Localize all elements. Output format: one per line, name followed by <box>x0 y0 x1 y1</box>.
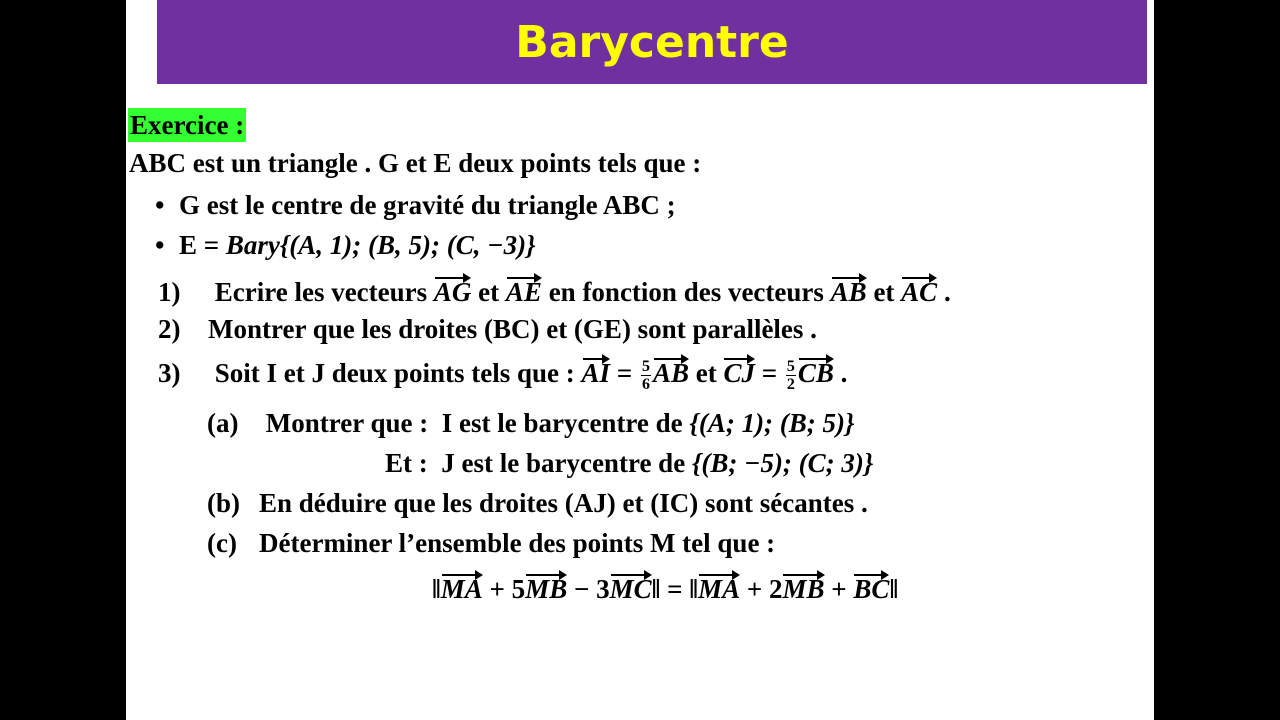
question-text: Montrer que les droites (BC) et (GE) sont parallèles . <box>208 314 817 344</box>
equals-sign: = <box>660 574 690 604</box>
fraction-denominator: 2 <box>786 376 795 394</box>
period: . <box>943 277 951 307</box>
equals-sign: = <box>616 358 633 388</box>
barycentre-set: {(A; 1); (B; 5)} <box>689 408 855 438</box>
fraction <box>786 358 796 394</box>
equals-sign: = <box>761 358 778 388</box>
period: . <box>840 358 848 388</box>
vector: BC <box>853 574 890 604</box>
vector: CB <box>797 358 834 388</box>
sub-question-text: I est le barycentre de <box>441 408 683 438</box>
vector: AI <box>581 358 611 388</box>
fraction-numerator: 5 <box>641 357 650 375</box>
bullet-item <box>155 232 536 259</box>
vector: AC <box>901 277 938 307</box>
question-text: Ecrire les vecteurs <box>214 277 428 307</box>
bullet-dot: • <box>155 230 165 260</box>
question-number: 3) <box>158 358 181 388</box>
barycentre-set: {(B; −5); (C; 3)} <box>691 448 874 478</box>
vector: AE <box>505 277 542 307</box>
question-1 <box>158 276 951 306</box>
sub-question-prefix: Montrer que : <box>265 408 429 438</box>
question-3 <box>158 357 847 394</box>
title-banner <box>157 0 1147 84</box>
conjunction: et <box>478 277 500 307</box>
norm-bar: ‖ <box>889 574 899 604</box>
sub-question-a <box>207 410 854 437</box>
vector: AB <box>830 277 867 307</box>
bullet-prefix: E = <box>179 230 226 260</box>
bullet-item <box>155 192 676 219</box>
vector: MC <box>609 574 652 604</box>
sub-question-prefix: Et : <box>385 448 428 478</box>
operator: + <box>824 574 854 604</box>
norm-bar: ‖ <box>432 574 441 604</box>
sub-question-label: (b) <box>207 488 240 518</box>
exercise-label-text: Exercice : <box>130 110 245 140</box>
vector: AG <box>433 277 472 307</box>
norm-bar: ‖ <box>651 574 661 604</box>
sub-question-label: (c) <box>207 528 237 558</box>
operator: − 3 <box>567 574 610 604</box>
exercise-label <box>128 112 246 139</box>
page-title: Barycentre <box>515 16 789 68</box>
vector: MA <box>698 574 741 604</box>
question-text: en fonction des vecteurs <box>548 277 824 307</box>
fraction <box>641 358 651 394</box>
vector: MA <box>440 574 483 604</box>
norm-bar: ‖ <box>689 574 699 604</box>
bullet-dot: • <box>155 190 165 220</box>
vector: AB <box>652 358 689 388</box>
vector: MB <box>782 574 825 604</box>
bullet-text: G est le centre de gravité du triangle ABC ; <box>179 190 676 220</box>
vector: CJ <box>723 358 755 388</box>
conjunction: et <box>695 358 717 388</box>
fraction-denominator: 6 <box>641 376 650 394</box>
question-2 <box>158 316 817 343</box>
sub-question-label: (a) <box>207 408 239 438</box>
bullet-math: Bary{(A, 1); (B, 5); (C, −3)} <box>225 230 536 260</box>
norm-equation <box>432 573 898 603</box>
vector: MB <box>525 574 568 604</box>
question-number: 2) <box>158 314 181 344</box>
question-text: Soit I et J deux points tels que : <box>214 358 575 388</box>
fraction-numerator: 5 <box>786 357 795 375</box>
sub-question-text: Déterminer l’ensemble des points M tel que : <box>259 528 776 558</box>
sub-question-c <box>207 530 775 557</box>
question-number: 1) <box>158 277 181 307</box>
operator: + 5 <box>482 574 526 604</box>
sub-question-text: J est le barycentre de <box>441 448 686 478</box>
sub-question-text: En déduire que les droites (AJ) et (IC) sont sécantes . <box>259 488 868 518</box>
sub-question-a-line2 <box>385 450 873 477</box>
conjunction: et <box>873 277 895 307</box>
exercise-intro: ABC est un triangle . G et E deux points tels que : <box>129 148 702 178</box>
sub-question-b <box>207 490 868 517</box>
operator: + 2 <box>740 574 783 604</box>
